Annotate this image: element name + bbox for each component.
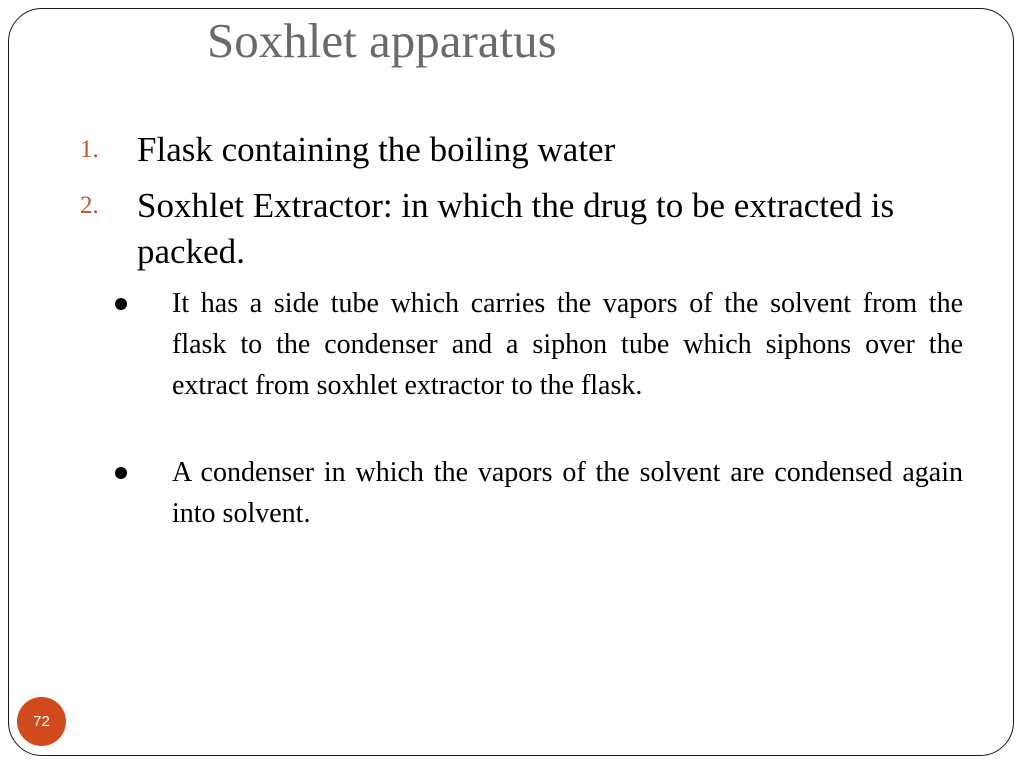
bullet-item-1 (115, 283, 970, 406)
numbered-item-1-marker: 1. (80, 136, 99, 163)
numbered-item-2-marker: 2. (80, 192, 99, 219)
slide-title: Soxhlet apparatus (207, 13, 557, 68)
bullet-dot-icon (115, 467, 127, 479)
numbered-item-2-text: Soxhlet Extractor: in which the drug to be extracted is packed. (137, 186, 895, 271)
bullet-item-1-text: It has a side tube which carries the vapors of the solvent from the flask to the condenser and a siphon tube which siphons over the extract from soxhlet extractor to the flask. (172, 288, 963, 401)
bullet-dot-icon (115, 298, 127, 310)
numbered-item-1 (80, 127, 970, 173)
numbered-item-2 (80, 183, 970, 275)
numbered-item-1-text: Flask containing the boiling water (137, 130, 616, 169)
bullet-item-2 (115, 452, 970, 534)
bullet-item-2-text: A condenser in which the vapors of the solvent are condensed again into solvent. (172, 457, 963, 529)
page-number-badge: 72 (17, 697, 66, 746)
